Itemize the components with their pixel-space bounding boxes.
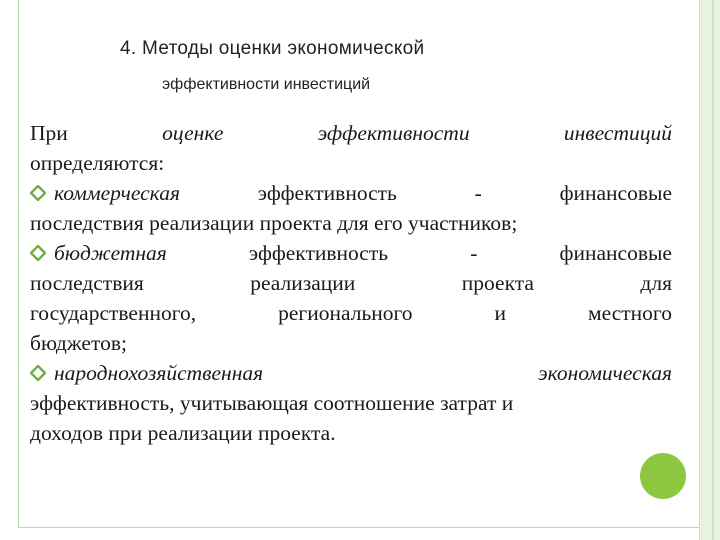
item-term: коммерческая [54, 181, 180, 205]
intro-line-1 [30, 118, 672, 148]
decorative-side-stripe [699, 0, 720, 540]
intro-word: оценке [162, 121, 224, 145]
intro-word: инвестиций [563, 121, 672, 145]
item-text: бюджетов; [30, 331, 127, 355]
list-item-budget [30, 238, 672, 268]
item-word: для [640, 271, 672, 295]
item-word: эффективность [248, 241, 389, 265]
item-word: регионального [278, 301, 413, 325]
item-word: реализации [250, 271, 356, 295]
hollow-diamond-bullet-icon [30, 365, 46, 381]
item-word: - [470, 241, 478, 265]
item-word: последствия [30, 271, 144, 295]
title-line-1: 4. Методы оценки экономической [120, 38, 425, 59]
item-continuation [30, 208, 672, 238]
item-word: и [494, 301, 507, 325]
item-text: доходов при реализации проекта. [30, 421, 336, 445]
item-text: эффективность, учитывающая соотношение затрат и [30, 391, 514, 415]
intro-word: эффективности [317, 121, 470, 145]
item-term: бюджетная [54, 241, 167, 265]
item-word: эффективность [257, 181, 397, 205]
item-word: государственного, [30, 301, 197, 325]
title-line-2: эффективности инвестиций [162, 76, 371, 93]
item-continuation [30, 418, 672, 448]
decorative-side-line [712, 0, 714, 540]
item-continuation [30, 388, 672, 418]
item-word: экономическая [538, 361, 672, 385]
item-word: проекта [461, 271, 534, 295]
list-item-commercial [30, 178, 672, 208]
green-circle-decoration [640, 453, 686, 499]
item-term: народнохозяйственная [54, 361, 264, 385]
item-continuation [30, 298, 672, 328]
intro-text: определяются: [30, 151, 165, 175]
item-text: последствия реализации проекта для его участников; [30, 211, 518, 235]
item-word: - [474, 181, 482, 205]
hollow-diamond-bullet-icon [30, 245, 46, 261]
list-item-national-economic [30, 358, 672, 388]
slide-title [120, 38, 640, 94]
item-word: финансовые [559, 241, 672, 265]
item-continuation [30, 328, 672, 358]
item-word: местного [588, 301, 672, 325]
item-word: финансовые [559, 181, 672, 205]
intro-word: При [30, 121, 68, 145]
intro-line-2 [30, 148, 672, 178]
slide-body [30, 118, 672, 448]
hollow-diamond-bullet-icon [30, 185, 46, 201]
item-continuation [30, 268, 672, 298]
